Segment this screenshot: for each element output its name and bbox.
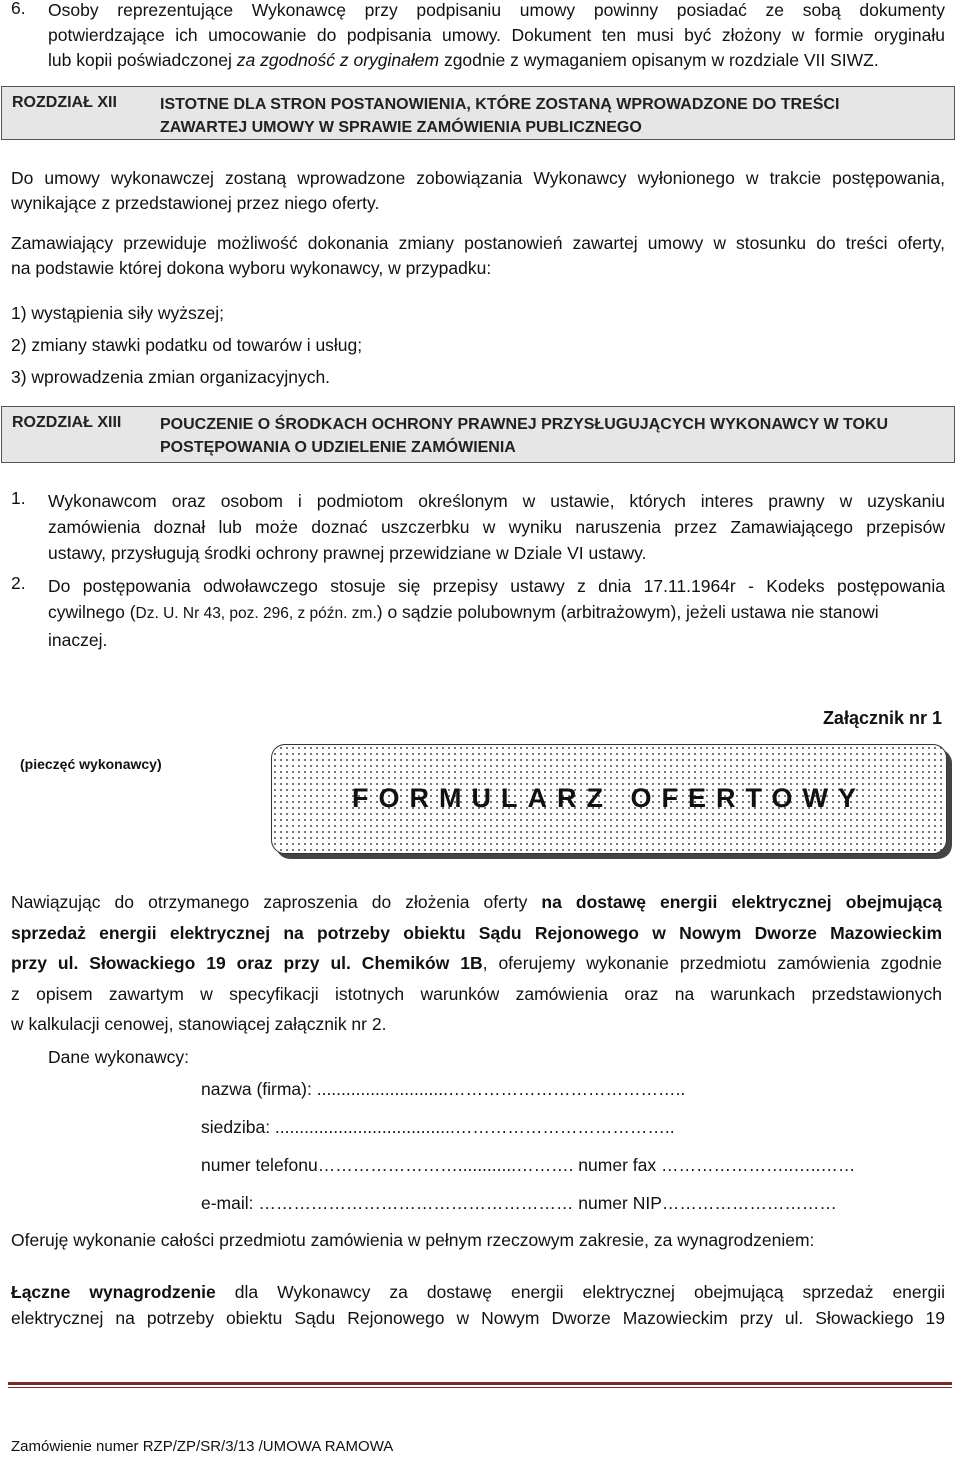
attachment-label: Załącznik nr 1 xyxy=(822,708,942,728)
contractor-data-label: Dane wykonawcy: xyxy=(48,1047,190,1067)
offer-paragraph: Nawiązując do otrzymanego zaproszenia do złożenia oferty na dostawę energii elektrycznej obejmującą sprzedaż energii elektrycznej na potrzeby obiektu Sądu Rejonowego w Nowym Dworze Mazowieckim przy ul. Słowackiego 19 oraz przy ul. Chemików 1B, oferujemy wykonanie przedmiotu zamówienia zgodnie z opisem zawartym w specyfikacji istotnych warunków zamówienia oraz na warunkach przedstawionych w kalkulacji cenowej, stanowiącej załącznik nr 2. xyxy=(11,892,943,1034)
item-6-line3: lub kopii poświadczonej za zgodność z oryginałem zgodnie z wymaganiem opisanym w rozdziale VII SIWZ. xyxy=(48,50,879,70)
legal-reference: Dz. U. Nr 43, poz. 296, z późn. zm. xyxy=(135,605,377,622)
chapter-12-title: ISTOTNE DLA STRON POSTANOWIENIA, KTÓRE ZOSTANĄ WPROWADZONE DO TREŚCI ZAWARTEJ UMOWY W SPRAWIE ZAMÓWIENIA PUBLICZNEGO xyxy=(160,96,840,136)
item-6-number: 6. xyxy=(11,0,26,18)
chapter-13-label: ROZDZIAŁ XIII xyxy=(12,414,122,431)
form-title: FORMULARZ OFERTOWY xyxy=(352,783,866,813)
item-6-line1: Osoby reprezentujące Wykonawcę przy podpisaniu umowy powinny posiadać ze sobą dokumenty xyxy=(48,0,945,20)
list-item: 2) zmiany stawki podatku od towarów i usług; xyxy=(11,335,363,355)
form-title-box xyxy=(271,744,947,854)
stamp-label: (pieczęć wykonawcy) xyxy=(20,756,162,772)
chapter-12-list xyxy=(11,297,911,393)
list-item: 3) wprowadzenia zmian organizacyjnych. xyxy=(11,367,331,387)
total-remuneration: Łączne wynagrodzenie dla Wykonawcy za dostawę energii elektrycznej obejmującą sprzedaż energii elektrycznej na potrzeby obiektu Sądu Rejonowego w Nowym Dworze Mazowieckim przy ul. Słowackiego 19 xyxy=(11,1282,945,1328)
chapter-12-paragraph-1: Do umowy wykonawczej zostaną wprowadzone zobowiązania Wykonawcy wyłonionego w trakcie postępowania, wynikające z przedstawionej przez niego oferty. xyxy=(11,168,945,213)
footer-order-number: Zamówienie numer RZP/ZP/SR/3/13 /UMOWA RAMOWA xyxy=(11,1438,394,1455)
document-page: 6. Osoby reprezentujące Wykonawcę przy podpisaniu umowy powinny posiadać ze sobą dokumenty potwierdzające ich umocowanie do podpisania umowy. Dokument ten musi być złożony w formie oryginału lub kopii poświadczonej za zgodność z oryginałem zgodnie z wymaganiem opisanym w rozdziale VII SIWZ. ROZDZIAŁ XII ISTOTNE DLA STRON POSTANOWIENIA, KTÓRE ZOSTANĄ WPROWADZONE DO TREŚCI ZAWARTEJ UMOWY W SPRAWIE ZAMÓWIENIA PUBLICZNEGO Do umowy wykonawczej zostaną wprowadzone zobowiązania Wykonawcy wyłonionego w trakcie postępowania, wynikające z przedstawionej przez niego oferty. Zamawiający przewiduje możliwość dokonania zmiany postanowień zawartej umowy w stosunku do treści oferty, na podstawie której dokona wyboru wykonawcy, w przypadku: 1) wystąpienia siły wyższej; 2) zmiany stawki podatku od towarów i usług; 3) wprowadzenia zmian organizacyjnych. ROZDZIAŁ XIII POUCZENIE O ŚRODKACH OCHRONY PRAWNEJ PRZYSŁUGUJĄCYCH WYKONAWCY W TOKU POSTĘPOWANIA O UDZIELENIE ZAMÓWIENIA 1. Wykonawcom oraz osobom i podmiotom określonym w ustawie, których interes prawny w uzyskaniu zamówienia doznał lub może doznać uszczerbku w wyniku naruszenia przez Zamawiającego przepisów ustawy, przysługują środki ochrony prawnej przewidziane w Dziale VI ustawy. 2. Do postępowania odwoławczego stosuje się przepisy ustawy z dnia 17.11.1964r - Kodeks postępowania cywilnego (Dz. U. Nr 43, poz. 296, z późn. zm.) o sądzie polubownym (arbitrażowym), jeżeli ustawa nie stanowi inaczej. Załącznik nr 1 (pieczęć wykonawcy) FORMULARZ OFERTOWY Nawiązując do otrzymanego zaproszenia do złożenia oferty na dostawę energii elektrycznej obejmującą sprzedaż energii elektrycznej na potrzeby obiektu Sądu Rejonowego w Nowym Dworze Mazowieckim przy ul. Słowackiego 19 oraz przy ul. Chemików 1B, oferujemy wykonanie przedmiotu zamówienia zgodnie z opisem zawartym w specyfikacji istotnych warunków zamówienia oraz na warunkach przedstawionych w kalkulacji cenowej, stanowiącej załącznik nr 2. Dane wykonawcy: nazwa (firma): ...........................………………………………….. siedziba: .....................................……………………………….. numer telefonu……………………............………. numer fax …………………..…..…… e-mail: ……………………………………………… numer NIP………………………… Oferuję wykonanie całości przedmiotu zamówienia w pełnym rzeczowym zakresie, za wynagrodzeniem: Łączne wynagrodzenie dla Wykonawcy za dostawę energii elektrycznej obejmującą sprzedaż energii elektrycznej na potrzeby obiektu Sądu Rejonowego w Nowym Dworze Mazowieckim przy ul. Słowackiego 19 Zamówienie numer RZP/ZP/SR/3/13 /UMOWA RAMOWA xyxy=(0,0,960,1462)
company-name-field[interactable]: nazwa (firma): ...........................………………………………….. xyxy=(201,1079,686,1099)
chapter-13-title: POUCZENIE O ŚRODKACH OCHRONY PRAWNEJ PRZYSŁUGUJĄCYCH WYKONAWCY W TOKU POSTĘPOWANIA O UDZIELENIE ZAMÓWIENIA xyxy=(160,416,889,456)
item-6-line2: potwierdzające ich umocowanie do podpisania umowy. Dokument ten musi być złożony w formie oryginału xyxy=(48,25,945,45)
chapter-12-paragraph-2: Zamawiający przewiduje możliwość dokonania zmiany postanowień zawartej umowy w stosunku do treści oferty, na podstawie której dokona wyboru wykonawcy, w przypadku: xyxy=(11,233,945,278)
chapter-12-header xyxy=(1,86,955,140)
chapter-12-label: ROZDZIAŁ XII xyxy=(12,94,117,111)
phone-fax-field[interactable]: numer telefonu……………………............………. numer fax …………………..…..…… xyxy=(201,1155,856,1175)
email-nip-field[interactable]: e-mail: ……………………………………………… numer NIP………………………… xyxy=(201,1193,837,1213)
address-field[interactable]: siedziba: .....................................……………………………….. xyxy=(201,1117,675,1137)
list-item: 1) wystąpienia siły wyższej; xyxy=(11,303,224,323)
offer-statement: Oferuję wykonanie całości przedmiotu zamówienia w pełnym rzeczowym zakresie, za wynagrodzeniem: xyxy=(11,1230,815,1250)
footer-rule-thin xyxy=(8,1387,952,1388)
chapter-13-header xyxy=(1,406,955,463)
footer-rule xyxy=(8,1382,952,1385)
italic-phrase: za zgodność z oryginałem xyxy=(236,50,440,70)
